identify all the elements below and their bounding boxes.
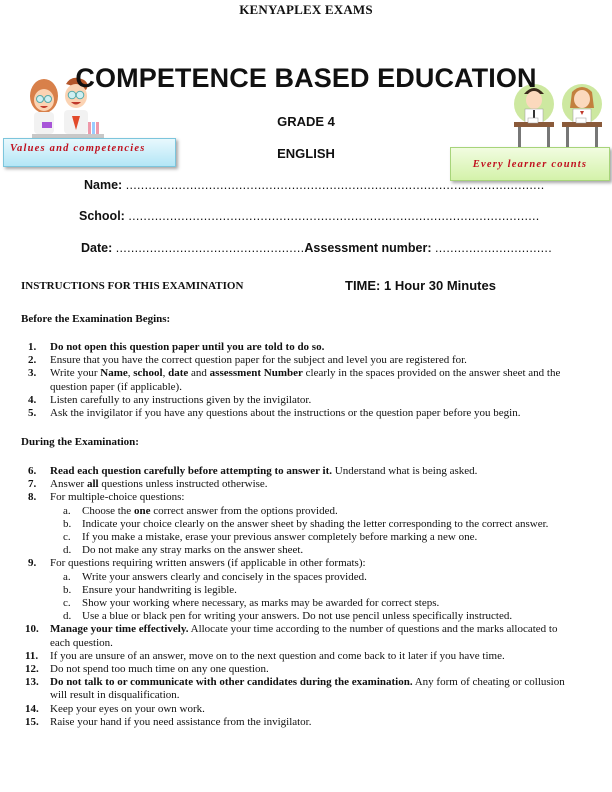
text: Choose the [82, 504, 134, 517]
instruction-item [0, 716, 580, 729]
instruction-item [0, 354, 580, 367]
sub-item [50, 584, 572, 597]
item-number: 5. [28, 407, 37, 420]
sub-item [50, 505, 572, 518]
during-exam-list [0, 465, 580, 729]
before-exam-list [0, 341, 580, 420]
text: Any form of cheating or collusion will result in disqualification. [50, 676, 565, 702]
instruction-item [0, 491, 580, 557]
text: For multiple-choice questions: [50, 491, 185, 504]
values-competencies-banner: Values and competencies [3, 138, 176, 167]
instruction-item [0, 703, 580, 716]
text: Answer [50, 478, 87, 491]
instruction-item [0, 394, 580, 407]
text: For questions requiring written answers (if applicable in other formats): [50, 557, 366, 570]
date-assessment-row [81, 241, 552, 255]
bold-text: one [133, 504, 151, 517]
text: Ensure your handwriting is legible. [82, 583, 237, 596]
item-number: 8. [28, 491, 37, 504]
text: If you are unsure of an answer, move on to the next question and come back to it later if you have time. [50, 649, 505, 662]
instruction-item [0, 341, 580, 354]
instruction-item [0, 465, 580, 478]
bold-text: date [168, 367, 189, 380]
sub-item-letter: b. [63, 517, 72, 530]
sub-item [50, 597, 572, 610]
item-number: 1. [28, 341, 37, 353]
assessment-number-label: Assessment number: [304, 241, 432, 255]
item-number: 6. [28, 465, 37, 477]
during-exam-heading: During the Examination: [21, 436, 139, 448]
item-number: 11. [25, 649, 39, 662]
item-number: 15. [25, 715, 39, 728]
bold-text: Do not talk to or communicate with other candidates during the examination. [50, 676, 413, 689]
sub-item-letter: b. [63, 583, 72, 596]
text: Keep your eyes on your own work. [50, 702, 205, 715]
main-title: COMPETENCE BASED EDUCATION [75, 63, 537, 93]
sub-item-letter: a. [63, 504, 71, 517]
item-number: 3. [28, 367, 37, 380]
text: Allocate your time according to the number of questions and the marks allocated to each question. [50, 623, 558, 649]
date-input-line[interactable]: .................................................. [115, 241, 305, 255]
item-number: 9. [28, 557, 37, 570]
instruction-item [0, 407, 580, 420]
text: Do not make any stray marks on the answer sheet. [82, 544, 304, 557]
text: Listen carefully to any instructions given by the invigilator. [50, 393, 312, 406]
instruction-item [0, 478, 580, 491]
instructions-heading: INSTRUCTIONS FOR THIS EXAMINATION [21, 280, 244, 292]
text: Ensure that you have the correct question paper for the subject and level you are registered for. [50, 354, 467, 367]
item-number: 12. [25, 663, 39, 676]
item-number: 4. [28, 393, 37, 406]
item-number: 10. [25, 623, 39, 636]
bold-text: Read each question carefully before attempting to answer it. [50, 465, 332, 477]
name-field[interactable] [84, 178, 545, 192]
text: , [127, 367, 134, 380]
instruction-item [0, 650, 580, 663]
text: Raise your hand if you need assistance from the invigilator. [50, 715, 312, 728]
text: Do not spend too much time on any one question. [50, 663, 269, 676]
every-learner-counts-banner: Every learner counts [450, 147, 610, 181]
text: Use a blue or black pen for writing your answers. Do not use pencil unless specifically instructed. [82, 610, 513, 623]
instruction-item [0, 623, 580, 649]
text: Understand what is being asked. [332, 465, 478, 477]
item-number: 13. [25, 676, 39, 689]
item-number: 14. [25, 702, 39, 715]
sub-item [50, 544, 572, 557]
sub-item [50, 610, 572, 623]
sub-item [50, 531, 572, 544]
text: and [188, 367, 210, 380]
bold-text: all [86, 478, 99, 491]
text: Write your answers clearly and concisely in the spaces provided. [82, 570, 367, 583]
sub-item-letter: d. [63, 544, 72, 557]
sub-item-letter: c. [63, 597, 71, 610]
bold-text: school [133, 367, 163, 380]
text: , [162, 367, 169, 380]
name-input-line[interactable]: ............................................................................................................... [125, 178, 545, 192]
name-label: Name: [84, 178, 123, 192]
sub-list [50, 505, 580, 558]
text: Indicate your choice clearly on the answer sheet by shading the letter corresponding to the correct answer. [82, 517, 549, 530]
date-label: Date: [81, 241, 113, 255]
assessment-number-input-line[interactable]: ............................... [435, 241, 552, 255]
bold-text: Manage your time effectively. [50, 623, 189, 636]
school-field[interactable] [79, 209, 540, 223]
sub-item-letter: a. [63, 570, 71, 583]
text: Show your working where necessary, as marks may be awarded for correct steps. [82, 597, 440, 610]
sub-item-letter: d. [63, 610, 72, 623]
text: correct answer from the options provided. [150, 504, 338, 517]
before-exam-heading: Before the Examination Begins: [21, 313, 171, 325]
time-allowed: TIME: 1 Hour 30 Minutes [345, 278, 496, 293]
sub-item-letter: c. [63, 531, 71, 544]
school-label: School: [79, 209, 125, 223]
text: If you make a mistake, erase your previous answer completely before marking a new one. [82, 531, 478, 544]
item-number: 2. [28, 354, 37, 367]
sub-item [50, 518, 572, 531]
item-number: 7. [28, 478, 37, 491]
text: Write your [50, 367, 101, 380]
text: questions unless instructed otherwise. [98, 478, 268, 491]
school-input-line[interactable]: ............................................................................................................. [128, 209, 540, 223]
text: Ask the invigilator if you have any questions about the instructions or the question paper before you begin. [50, 407, 521, 420]
bold-text: assessment Number [209, 367, 303, 380]
bold-text: Name [100, 367, 128, 380]
instruction-item [0, 557, 580, 623]
instruction-item [0, 676, 580, 702]
bold-text: Do not open this question paper until you are told to do so. [50, 341, 325, 353]
grade-label: GRADE 4 [277, 114, 335, 129]
subject-label: ENGLISH [277, 146, 335, 161]
sub-list [50, 571, 580, 624]
instruction-item [0, 367, 580, 393]
org-title: KENYAPLEX EXAMS [239, 2, 373, 17]
text: clearly in the spaces provided on the answer sheet and the question paper (if applicable). [50, 367, 561, 393]
sub-item [50, 571, 572, 584]
instruction-item [0, 663, 580, 676]
